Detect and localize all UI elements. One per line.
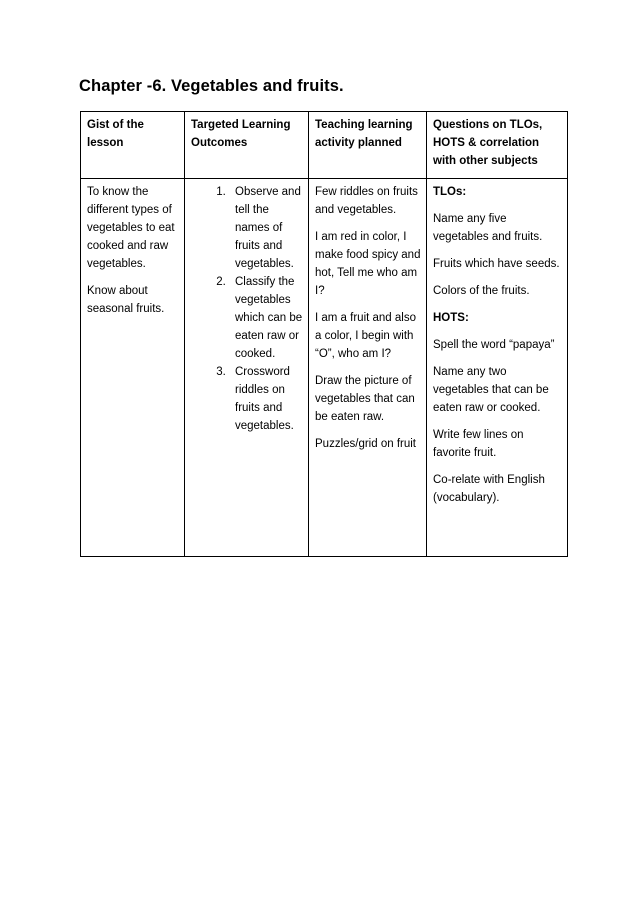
header-gist: Gist of the lesson xyxy=(81,112,185,179)
questions-cell xyxy=(427,179,568,557)
outcomes-list xyxy=(191,183,303,435)
page-title: Chapter -6. Vegetables and fruits. xyxy=(79,77,344,95)
activity-text: Draw the picture of vegetables that can be eaten raw. xyxy=(315,375,415,423)
hots-question: Spell the word “papaya” xyxy=(433,339,555,351)
header-row xyxy=(81,112,568,179)
hots-question: Write few lines on favorite fruit. xyxy=(433,429,524,459)
activity-text: Puzzles/grid on fruit xyxy=(315,438,416,450)
activity-text: Few riddles on fruits and vegetables. xyxy=(315,186,418,216)
tlos-heading: TLOs: xyxy=(433,186,467,198)
hots-question: Co-relate with English (vocabulary). xyxy=(433,474,545,504)
activity-text: I am a fruit and also a color, I begin with “O”, who am I? xyxy=(315,312,416,360)
activity-cell xyxy=(309,179,427,557)
content-row xyxy=(81,179,568,557)
outcome-item: 1. Observe and tell the names of fruits and vegetables. xyxy=(229,183,303,273)
activity-text: I am red in color, I make food spicy and hot, Tell me who am I? xyxy=(315,231,421,297)
outcome-item: 2. Classify the vegetables which can be eaten raw or cooked. xyxy=(229,273,303,363)
outcomes-cell xyxy=(185,179,309,557)
gist-cell xyxy=(81,179,185,557)
hots-question: Name any two vegetables that can be eaten raw or cooked. xyxy=(433,366,549,414)
lesson-plan-table xyxy=(80,111,568,557)
header-outcomes: Targeted Learning Outcomes xyxy=(185,112,309,179)
tlo-question: Fruits which have seeds. xyxy=(433,258,560,270)
gist-text: To know the different types of vegetables to eat cooked and raw vegetables. xyxy=(87,186,175,270)
hots-heading: HOTS: xyxy=(433,312,469,324)
header-questions: Questions on TLOs, HOTS & correlation with other subjects xyxy=(427,112,568,179)
tlo-question: Name any five vegetables and fruits. xyxy=(433,213,543,243)
tlo-question: Colors of the fruits. xyxy=(433,285,530,297)
gist-text: Know about seasonal fruits. xyxy=(87,285,165,315)
outcome-item: 3. Crossword riddles on fruits and vegetables. xyxy=(229,363,303,435)
header-activity: Teaching learning activity planned xyxy=(309,112,427,179)
